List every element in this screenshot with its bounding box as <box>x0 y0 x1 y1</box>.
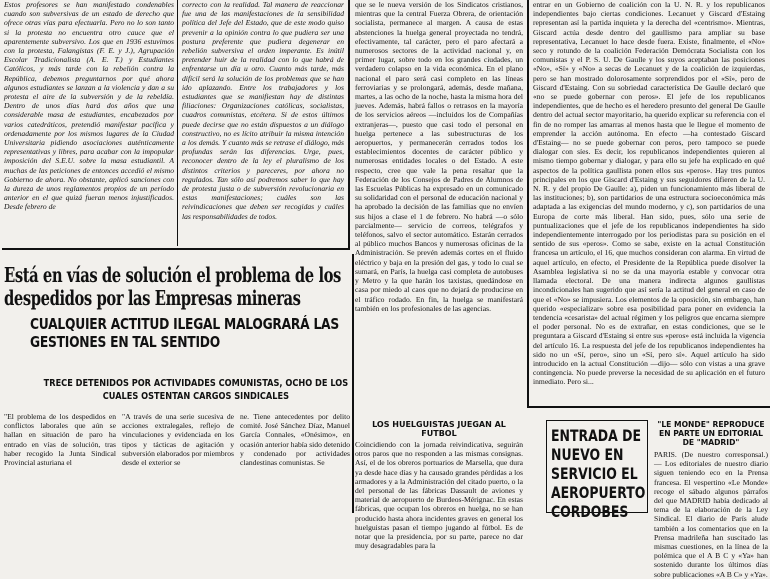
center-article-text: que se le nueva versión de los Sindicatos cristianos, mientras que la central Fuerza Obrera, de orientación socialista, permanece al margen. A causa de estas abstenciones la huelga general proyectada no tendrá, efectivamente, tal carácter, pero el paro afectará a numerosos sectores de la actividad nacional y, en primer lugar, sobre todo en los grandes ciudades, un verdadero colapso en la vida económica. En el plano nacional el paro será casi completo en las líneas ferroviarias y se prolongará, además, desde mañana, martes, a las ocho de la noche, hasta la misma hora del jueves. Además, habrá fallos o retrasos en la mayoría de los servicios aéreos —incluidos los de Compañías extranjeras—, puesto que casi todo el personal en huelga pertenece a las subestructuras de los aeropuertos, y permanecerán cerrados todos los establecimientos docentes de carácter público y numerosas entidades locales o del Estado. A este respecto, cree que vale la pena resaltar que la Federación de los Consejos de Padres de Alumnos de las Escuelas Públicas ha expresado en un comunicado su solidaridad con el personal de educación nacional y ha aprobado la decisión de las familias que no envíen sus hijos a clase el 1 de febrero. No habrá —o sólo parcialmente— servicio de correos, telégrafos y teléfonos, salvo el sector automático. Estarán cerrados al público muchos Bancos y numerosas oficinas de la Administración. Se prevén además cortes en el fluido eléctrico y baja en la presión del gas, y todo lo cual se sumará, en París, la huelga casi completa de autobuses y Metro y la que harán los taxistas, quedándose en casa por miedo al caos que no dejará de producirse en el tráfico rodado. En fin, la huelga se manifestará también en los profesionales de las agencias. <box>355 0 523 313</box>
right-article <box>533 0 765 404</box>
top-middle-article <box>182 0 344 246</box>
bottom-column-text: "El problema de los despedidos en conflictos laborales que aún se hallan en situación de paro ha entrado en vías de solución, tras haber recogido la Junta Sindical Provincial asturiana el <box>4 412 116 468</box>
bottom-column-text: ne. Tiene antecedentes por delito comité. José Sánchez Díaz, Manuel García Connales, «Onésimo», en ocasión anterior había sido detenido y condenado por actividades clandestinas comunistas. Se <box>240 412 350 468</box>
right-article-text: entrar en un Gobierno de coalición con la U. N. R. y los republicanos independientes bajo ciertas condiciones. Lecanuet y Giscard d'Estaing representan así la partida inquieta y la derecha del «centrismo». Mientras, Giscard actúa desde dentro del gaullismo para ampliar su base representativa, Lecanuet lo hace desde fuera. Existe, finalmente, el «No» seco y rotundo de la coalición Federación Demócrata Socialista con los comunistas y el P. S. U. De Gaulle y los suyos aceptaban las posiciones «No», «Sí» y «No» a secas de Lecanuet y de la coalición de izquierdas, pero se han mostrado dolorosamente sorprendidos por el «Sí», pero de Giscard d'Estaing. Con su sobriedad característica De Gaulle declaró que «no se puede gobernar con peros». El jefe de los republicanos independientes, que de hecho es el heredero presunto del general De Gaulle dentro del actual sector mayoritario, ha querido explicar su referencia con el fin de no romper las amarras al menos hasta que le llegue el momento de emprender la acción autónoma. En efecto —ha contestado Giscard d'Estaing— no se puede gobernar con peros, pero tampoco se puede dialogar con síes. Es decir, los republicanos independientes quieren al mismo tiempo gobernar y dialogar, y para ello su jefe ha explicado en qué aspectos de la política gaullista ponen ellos sus «peros». Hay tres puntos principales en los que Giscard d'Estaing y sus seguidores difieren de la U. N. R. y del propio De Gaulle: a), piden un funcionamiento más liberal de las instituciones; b), son partidarios de una estructura socioeconómica más adaptada a las exigencias del mundo moderno, y c), son partidarios de una Europa de corte más liberal. Han sido, pues, sólo una serie de puntualizaciones que el jefe de los republicanos independientes ha sido independientemente interrogado por los periodistas para su posición en el sentido de sus «peros». Como se sabe, existe en la actual Constitución francesa un artículo, el 16, que muchos consideran con alarma. En virtud de aquel artículo, en efecto, el Presidente de la República puede disolver la Asamblea legislativa si no se da una mayoría estable y convocar otra llamada electoral. De una manera indirecta algunos gaullistas incondicionales han sugerido que así sería la actitud del general en caso de que el «No» se impusiera. Los elementos de la oposición, sin embargo, han querido «especializar» sobre esa posibilidad para poner en evidencia la tendencia «cesarista» del actual régimen y los peligros que encarna siempre el poder personal. No es de extrañar, en estas condiciones, que se le preguntara a Giscard d'Estaing si entre sus «peros» está incluida la vigencia del artículo 16. La respuesta del jefe de los republicanos independientes ha sido no un «Sí, pero», sino un «Sí, pero sí». Aquel artículo ha sido introducido en la actual Constitución —dijo— sólo con vistas a una grave contingencia. No puede preverse la necesidad de su aplicación en el futuro inmediato. Pero si... <box>533 0 765 387</box>
top-middle-article-text: correcto con la realidad. Tal manera de reaccionar fue una de las manifestaciones de la sensibilidad política del Jefe del Estado, que de este modo quiso prevenir a la opinión contra lo que pudiera ser una postura preferente que pudiera degenerar en rebelión subversiva el orden imperante. Es inútil pretender huir de la realidad con lo que habrá de enfrentarse un día u otro. Cuanto más tarde, más difícil será la solución de los problemas que se han ido aplazando. Entre los trabajadores y los estudiantes que se manifiestan hay de distintas filiaciones: Organizaciones católicas, socialistas, cuadros comunistas, etcétera. Si de estos últimos puede decirse que no están dispuestos a un diálogo constructivo, no es lícito atribuir la misma intención a los demás. Y cuanto más se retrase el diálogo, más profundas serán las diferencias. Urge, pues, reconocer dentro de la ley el pluralismo de los distintos criterios y pareceres, por ahora no regulados. Tan sólo así podremos saber lo que hay de protesta justa o de subversión revolucionaria en estas manifestaciones; cuáles son las reivindicaciones que deben ser recogidas y cuáles las responsabilidades de todos. <box>182 0 344 221</box>
main-headline: Está en vías de solución el problema de los despedidos por las Empresas mineras <box>4 263 341 310</box>
divider <box>348 0 350 250</box>
bottom-column-text: "A través de una serie sucesiva de acciones extralegales, reflejo de vinculaciones y evidenciada en los tipos y tácticas de agitación y subversión elaborados por miembros desde el exterior se <box>122 412 234 468</box>
divider <box>2 248 348 250</box>
footballers-heading: LOS HUELGUISTAS JUEGAN AL FUTBOL <box>372 420 506 438</box>
divider <box>177 0 178 246</box>
top-left-article <box>4 0 174 246</box>
le-monde-heading: "LE MONDE" REPRODUCE EN PARTE UN EDITORIAL DE "MADRID" <box>657 420 765 447</box>
footballers-article <box>355 420 523 551</box>
airport-box <box>546 420 648 521</box>
footballers-text: Coincidiendo con la jornada reivindicativa, seguirán otros paros que no responden a las mismas consignas. Así, el de los obreros portuarios de Marsella, que dura ya desde hace días y ha causado grandes pérdidas a los armadores y a la Administración del citado puerto, o la del personal de las fábricas Dassault de aviones y material de aeropuerto de Burdeos-Mérignac. En estas fábricas, que ocupan los obreros en huelga, no se han producido hasta ahora incidentes graves en general los huelguistas pasan el tiempo jugando al fútbol. Es de notar que la presidencia, por su parte, parece no dar muy desagradables para la <box>355 440 523 551</box>
headline-deck: TRECE DETENIDOS POR ACTIVIDADES COMUNISTAS, OCHO DE LOS CUALES OSTENTAN CARGOS SINDICALES <box>43 378 349 402</box>
le-monde-text: PARIS. (De nuestro corresponsal.) — Los editoriales de nuestro diario siguen teniendo eco en la Prensa francesa. El vespertino «Le Monde» recoge el sábado algunos párrafos del que MADRID había dedicado al tema de la elaboración de la Ley Sindical. El diario de París alude también a los comentarios que en la Prensa madrileña han suscitado las mismas cuestiones, en la línea de la polémica que el A B C y «Ya» han sostenido durante los últimos días sobre publicaciones «A B C» y «Ya». <box>654 450 768 579</box>
center-article <box>355 0 523 418</box>
bottom-column-1 <box>4 412 116 513</box>
bottom-column-2 <box>122 412 234 513</box>
top-left-article-text: Estos profesores se han manifestado condenables cuando son subversivas de un estado de derecho que ofrece otras vías para efectuarla. Pero no lo son tanto si la protesta no encuentra otro cauce que el aparentemente subversivo. Los que en 1936 estuvimos con la protesta, Falangistas (F. E. y J.), Agrupación Escolar Tradicionalista (A. E. T.) y Estudiantes Católicos, y más tarde con la rebelión contra la República, debemos preguntarnos por qué ahora algunos estudiantes se lanzan a la violencia y dan a su protesta el aire de la subversión y de la rebeldía. Dentro de unos días hará dos años que una considerable masa de estudiantes, encabezados por varios catedráticos, pretendió manifestar pacífica y ordenadamente por los mismos lugares de la Ciudad Universitaria pidiendo asociaciones auténticamente representativas y libres, para acabar con la impopular imposición del S.E.U. sobre la masa estudiantil. A muchas de las peticiones de entonces accedió el mismo Gobierno de ahora. No obstante, aplicó sanciones con la dureza de unos reglamentos propios de un período anterior en el que quizá fueran menos injustificados. Desde febrero de <box>4 0 174 212</box>
airport-heading: ENTRADA DE NUEVO EN SERVICIO EL AEROPUERTO CORDOBES <box>551 426 646 521</box>
divider <box>352 254 354 513</box>
bottom-column-3 <box>240 412 350 513</box>
divider <box>527 0 529 408</box>
divider <box>527 406 770 408</box>
sub-headline: CUALQUIER ACTITUD ILEGAL MALOGRARÁ LAS GESTIONES EN TAL SENTIDO <box>30 315 339 351</box>
le-monde-article <box>654 420 768 579</box>
